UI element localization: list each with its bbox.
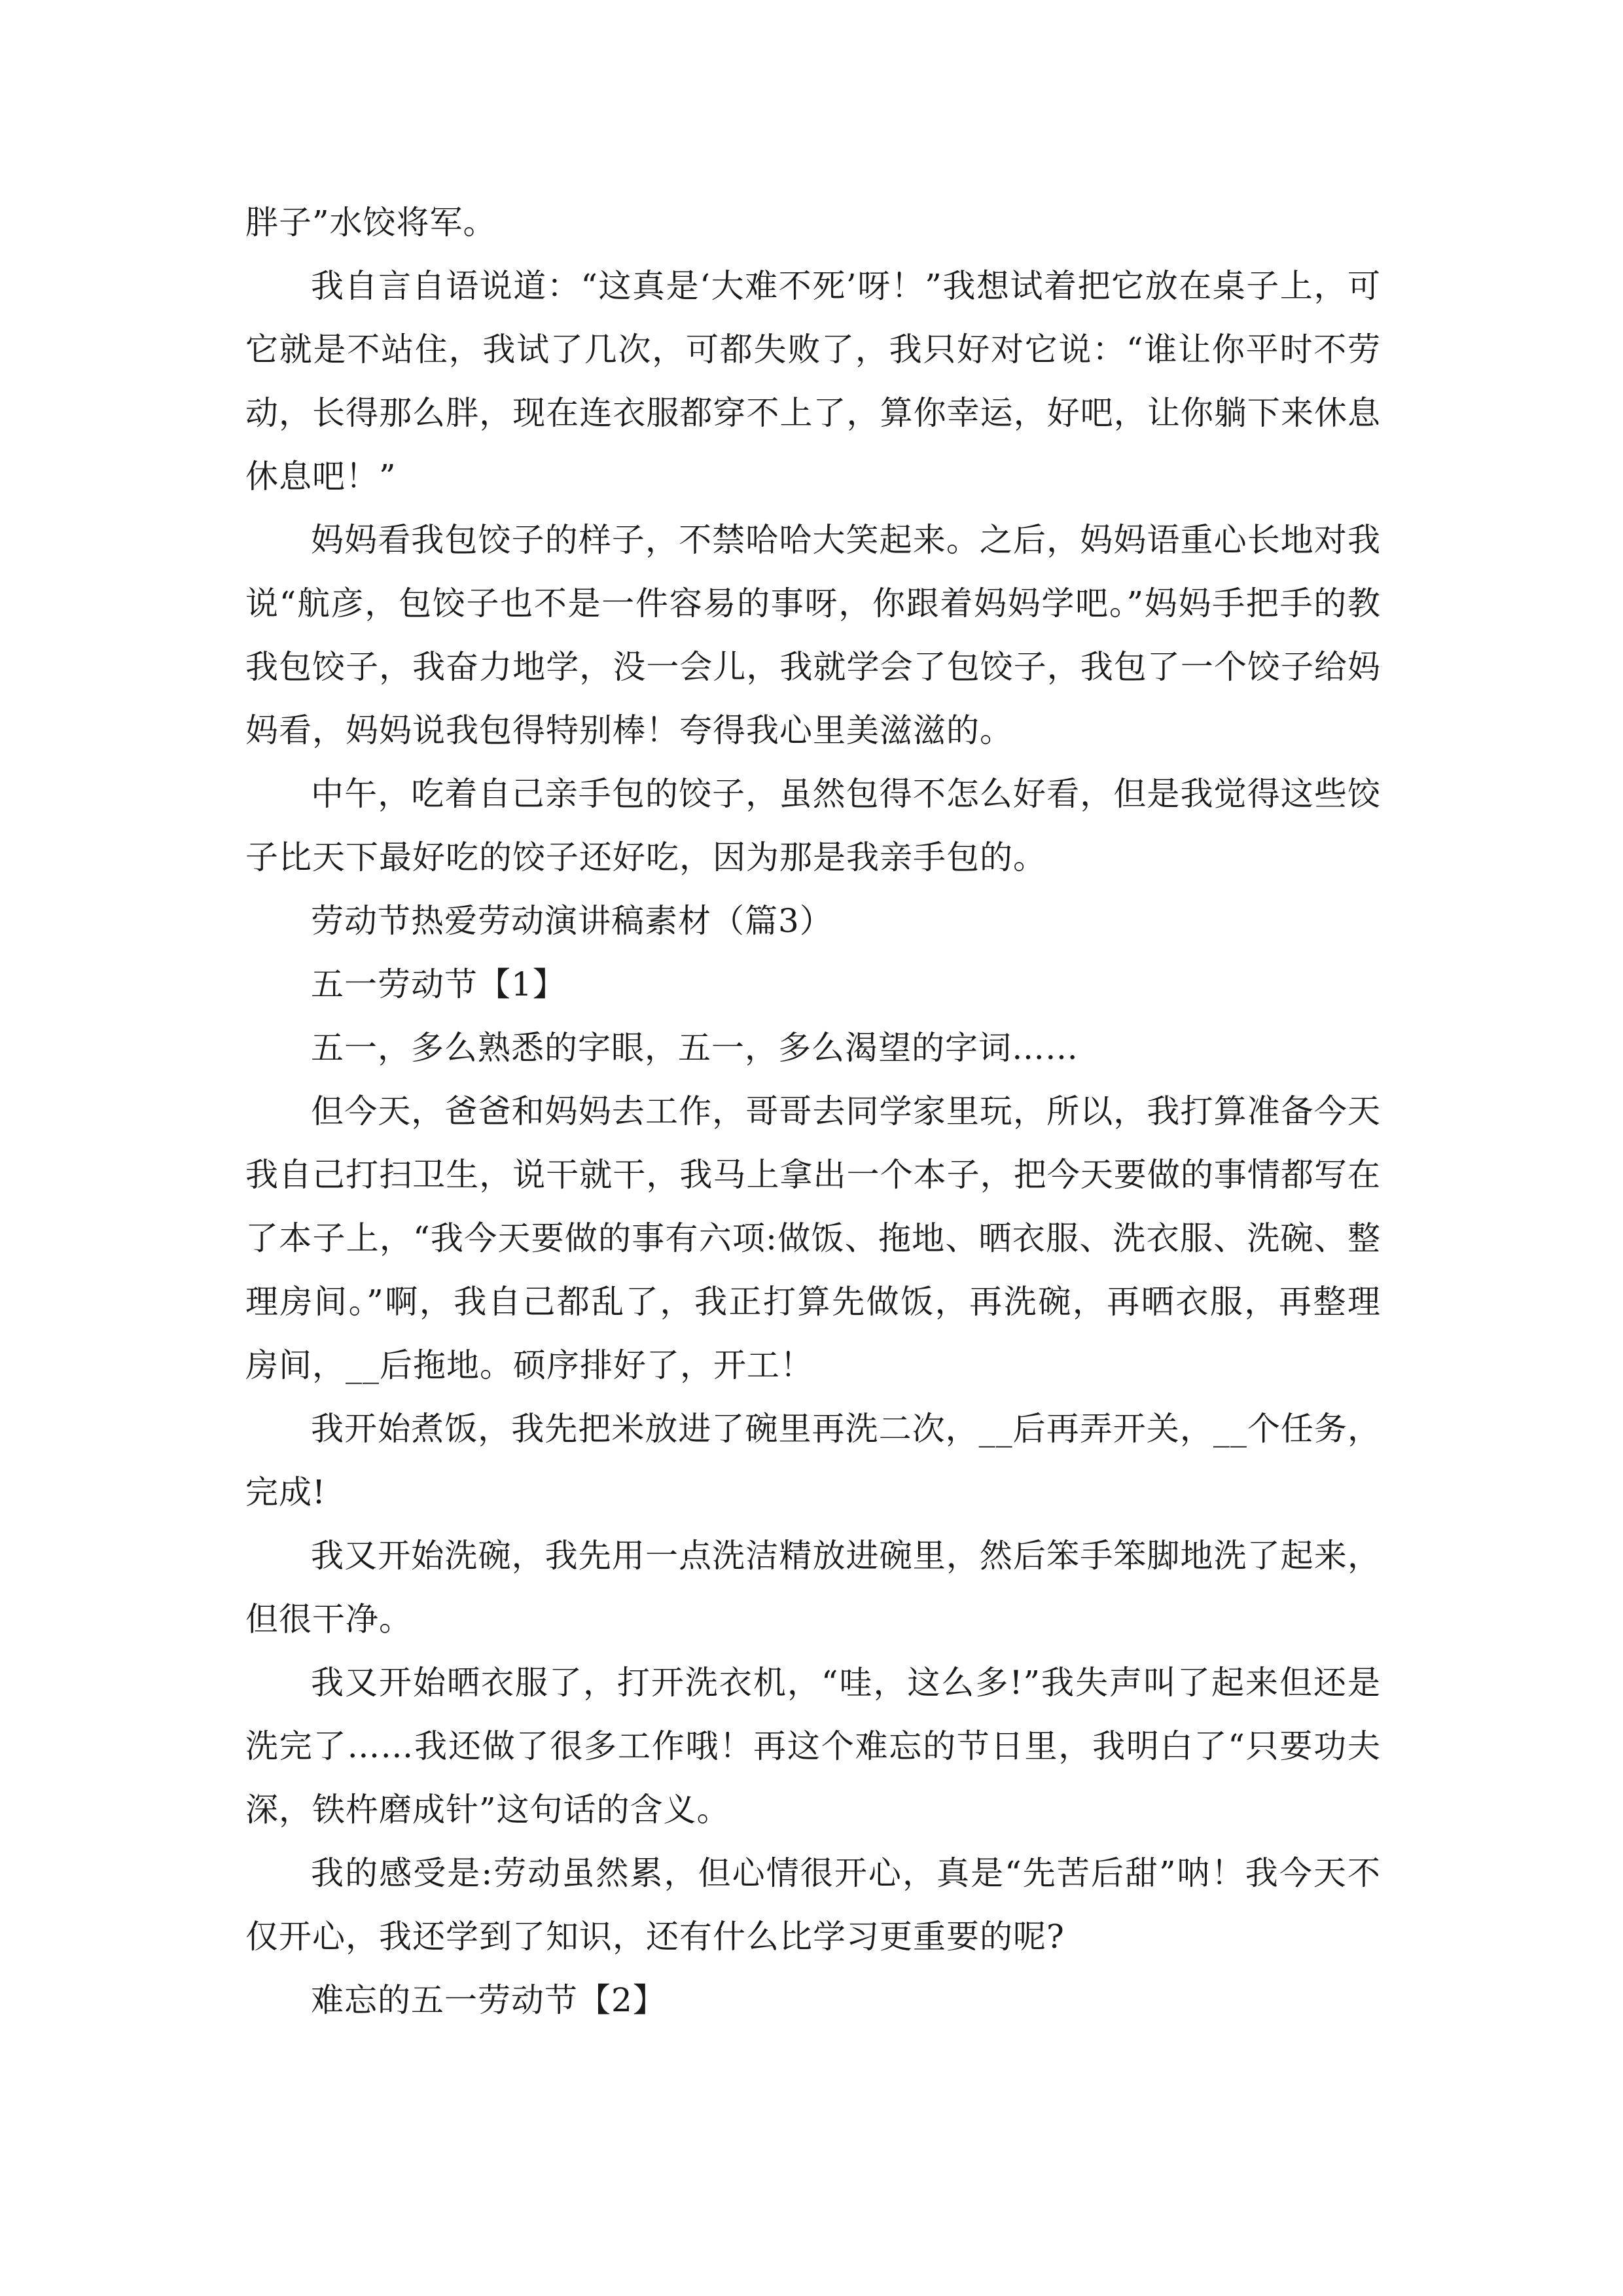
paragraph: 五一，多么熟悉的字眼，五一，多么渴望的字词…… <box>311 1029 1079 1067</box>
paragraph: 我又开始晒衣服了，打开洗衣机，“哇，这么多!”我失声叫了起来但还是洗完了……我还做了很多工作哦！再这个难忘的节日里，我明白了“只要功夫深，铁杵磨成针”这句话的含义。 <box>245 1664 1381 1829</box>
paragraph: 我又开始洗碗，我先用一点洗洁精放进碗里，然后笨手笨脚地洗了起来，但很干净。 <box>245 1537 1381 1638</box>
paragraph: 中午，吃着自己亲手包的饺子，虽然包得不怎么好看，但是我觉得这些饺子比天下最好吃的饺子还好吃，因为那是我亲手包的。 <box>245 775 1381 876</box>
paragraph: 我的感受是:劳动虽然累，但心情很开心，真是“先苦后甜”呐！我今天不仅开心，我还学到了知识，还有什么比学习更重要的呢? <box>245 1854 1381 1956</box>
section-heading: 劳动节热爱劳动演讲稿素材（篇3） <box>311 902 833 940</box>
document-body <box>245 191 1381 2032</box>
paragraph: 但今天，爸爸和妈妈去工作，哥哥去同学家里玩，所以，我打算准备今天我自己打扫卫生，说干就干，我马上拿出一个本子，把今天要做的事情都写在了本子上，“我今天要做的事有六项:做饭、拖地、晒衣服、洗衣服、洗碗、整理房间。”啊，我自己都乱了，我正打算先做饭，再洗碗，再晒衣服，再整理房间，__后拖地。硕序排好了，开工！ <box>245 1092 1381 1384</box>
paragraph: 胖子”水饺将军。 <box>245 204 497 242</box>
paragraph: 妈妈看我包饺子的样子，不禁哈哈大笑起来。之后，妈妈语重心长地对我说“航彦，包饺子也不是一件容易的事呀，你跟着妈妈学吧。”妈妈手把手的教我包饺子，我奋力地学，没一会儿，我就学会了包饺子，我包了一个饺子给妈妈看，妈妈说我包得特别棒！夸得我心里美滋滋的。 <box>245 521 1381 749</box>
paragraph: 我自言自语说道：“这真是‘大难不死’呀！”我想试着把它放在桌子上，可它就是不站住，我试了几次，可都失败了，我只好对它说：“谁让你平时不劳动，长得那么胖，现在连衣服都穿不上了，算你幸运，好吧，让你躺下来休息休息吧！” <box>245 267 1381 495</box>
paragraph: 我开始煮饭，我先把米放进了碗里再洗二次，__后再弄开关，__个任务，完成! <box>245 1410 1381 1511</box>
subsection-heading: 五一劳动节【1】 <box>311 965 566 1003</box>
subsection-heading: 难忘的五一劳动节【2】 <box>311 1981 666 2019</box>
